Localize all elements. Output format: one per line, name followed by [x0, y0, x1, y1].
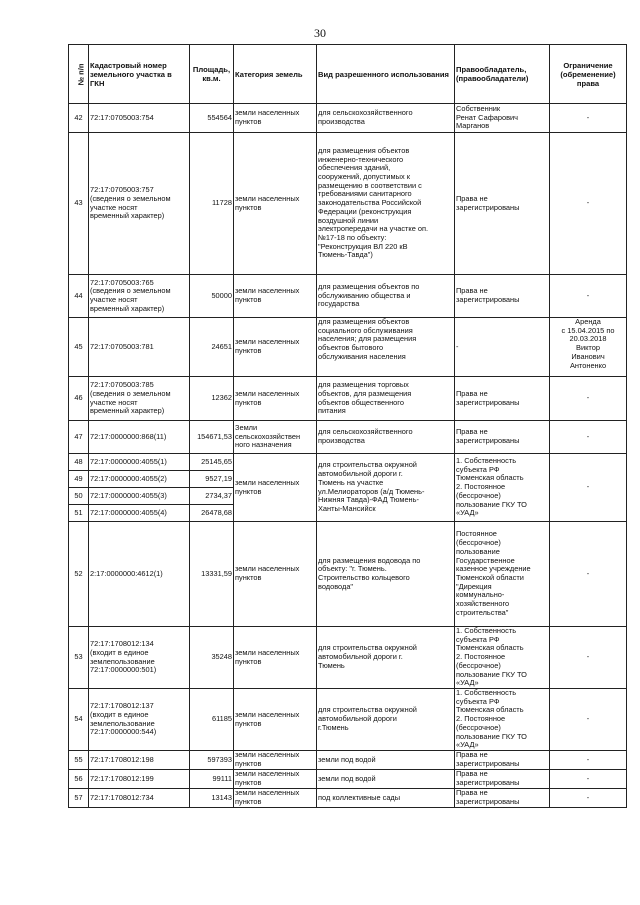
row-number: 56 — [69, 770, 89, 789]
table-row — [69, 421, 627, 454]
land-category: земли населенных пунктов — [234, 275, 317, 318]
cadastral-number: 2:17:0000000:4612(1) — [89, 522, 190, 627]
permitted-use: для сельскохозяйственного производства — [317, 104, 455, 133]
permitted-use: для строительства окружной автомобильной дороги г. Тюмень — [317, 627, 455, 689]
permitted-use: под коллективные сады — [317, 789, 455, 808]
header-number: № п/п — [69, 45, 89, 104]
area-value: 13143 — [190, 789, 234, 808]
area-value: 154671,53 — [190, 421, 234, 454]
encumbrance: - — [550, 421, 627, 454]
cadastral-number: 72:17:0000000:4055(2) — [89, 471, 190, 488]
cadastral-number: 72:17:0705003:757 (сведения о земельном участке носят временный характер) — [89, 133, 190, 275]
cadastral-number: 72:17:1708012:134 (входит в единое землепользование 72:17:0000000:501) — [89, 627, 190, 689]
table-row — [69, 318, 627, 377]
permitted-use: для размещения объектов по обслуживанию общества и государства — [317, 275, 455, 318]
encumbrance: Аренда с 15.04.2015 по 20.03.2018 Виктор Иванович Антоненко — [550, 318, 627, 377]
permitted-use: для размещения водовода по объекту: "г. Тюмень. Строительство кольцевого водовода" — [317, 522, 455, 627]
land-category: земли населенных пунктов — [234, 789, 317, 808]
land-category: земли населенных пунктов — [234, 770, 317, 789]
table-row — [69, 275, 627, 318]
cadastral-number: 72:17:1708012:734 — [89, 789, 190, 808]
encumbrance: - — [550, 627, 627, 689]
owner: Права не зарегистрированы — [455, 421, 550, 454]
owner: Права не зарегистрированы — [455, 133, 550, 275]
table-row — [69, 751, 627, 770]
land-category: земли населенных пунктов — [234, 454, 317, 522]
row-number: 46 — [69, 377, 89, 421]
land-category: земли населенных пунктов — [234, 627, 317, 689]
cadastral-number: 72:17:0705003:785 (сведения о земельном участке носят временный характер) — [89, 377, 190, 421]
table-row — [69, 770, 627, 789]
row-number: 57 — [69, 789, 89, 808]
header-owner: Правообладатель, (правообладатели) — [455, 45, 550, 104]
area-value: 597393 — [190, 751, 234, 770]
cadastral-number: 72:17:0705003:781 — [89, 318, 190, 377]
page-number: 30 — [314, 26, 326, 40]
land-category: земли населенных пунктов — [234, 133, 317, 275]
encumbrance: - — [550, 275, 627, 318]
row-number: 51 — [69, 505, 89, 522]
header-cadastral: Кадастровый номер земельного участка в ГКН — [89, 45, 190, 104]
row-number: 54 — [69, 689, 89, 751]
permitted-use: для строительства окружной автомобильной дороги г. Тюмень на участке ул.Мелиораторов (а/д Тюмень- Нижняя Тавда)-ФАД Тюмень- Ханты-Мансийск — [317, 454, 455, 522]
encumbrance: - — [550, 377, 627, 421]
area-value: 99111 — [190, 770, 234, 789]
row-number: 52 — [69, 522, 89, 627]
permitted-use: земли под водой — [317, 751, 455, 770]
row-number: 53 — [69, 627, 89, 689]
land-category: земли населенных пунктов — [234, 751, 317, 770]
cadastral-number: 72:17:1708012:137 (входит в единое землепользование 72:17:0000000:544) — [89, 689, 190, 751]
owner: Права не зарегистрированы — [455, 789, 550, 808]
cadastral-number: 72:17:0000000:4055(3) — [89, 488, 190, 505]
land-category: земли населенных пунктов — [234, 318, 317, 377]
land-category: Земли сельскохозяйствен ного назначения — [234, 421, 317, 454]
area-value: 2734,37 — [190, 488, 234, 505]
row-number: 43 — [69, 133, 89, 275]
owner: - — [455, 318, 550, 377]
area-value: 26478,68 — [190, 505, 234, 522]
land-category: земли населенных пунктов — [234, 522, 317, 627]
area-value: 25145,65 — [190, 454, 234, 471]
encumbrance: - — [550, 751, 627, 770]
encumbrance: - — [550, 770, 627, 789]
row-number: 45 — [69, 318, 89, 377]
area-value: 554564 — [190, 104, 234, 133]
area-value: 9527,19 — [190, 471, 234, 488]
area-value: 11728 — [190, 133, 234, 275]
owner: Права не зарегистрированы — [455, 770, 550, 789]
owner: Права не зарегистрированы — [455, 377, 550, 421]
land-plots-table — [68, 44, 627, 808]
row-number: 55 — [69, 751, 89, 770]
encumbrance: - — [550, 454, 627, 522]
land-category: земли населенных пунктов — [234, 104, 317, 133]
table-row — [69, 377, 627, 421]
header-area: Площадь, кв.м. — [190, 45, 234, 104]
table-row — [69, 689, 627, 751]
permitted-use: земли под водой — [317, 770, 455, 789]
header-encumbrance: Ограничение (обременение) права — [550, 45, 627, 104]
area-value: 35248 — [190, 627, 234, 689]
cadastral-number: 72:17:1708012:198 — [89, 751, 190, 770]
owner: Постоянное (бессрочное) пользование Государственное казенное учреждение Тюменской области "Дирекция коммунально- хозяйственного строительства" — [455, 522, 550, 627]
table-row — [69, 454, 627, 471]
cadastral-number: 72:17:0705003:754 — [89, 104, 190, 133]
table-row — [69, 522, 627, 627]
area-value: 24651 — [190, 318, 234, 377]
row-number: 48 — [69, 454, 89, 471]
header-category: Категория земель — [234, 45, 317, 104]
encumbrance: - — [550, 104, 627, 133]
owner: Права не зарегистрированы — [455, 751, 550, 770]
cadastral-number: 72:17:0000000:4055(4) — [89, 505, 190, 522]
permitted-use: для размещения объектов инженерно-технического обеспечения зданий, сооружений, допустимых к размещению в соответствии с требованиями санитарного законодательства Российской Федерации (реконструкция воздушной линии электропередачи на участке оп. №17-18 по объекту: "Реконструкция ВЛ 220 кВ Тюмень-Тавда") — [317, 133, 455, 275]
area-value: 50000 — [190, 275, 234, 318]
owner: 1. Собственность субъекта РФ Тюменская область 2. Постоянное (бессрочное) пользование ГКУ ТО «УАД» — [455, 454, 550, 522]
table-header-row — [69, 45, 627, 104]
row-number: 49 — [69, 471, 89, 488]
land-category: земли населенных пунктов — [234, 377, 317, 421]
row-number: 44 — [69, 275, 89, 318]
cadastral-number: 72:17:0000000:4055(1) — [89, 454, 190, 471]
header-permitted-use: Вид разрешенного использования — [317, 45, 455, 104]
owner: 1. Собственность субъекта РФ Тюменская область 2. Постоянное (бессрочное) пользование ГКУ ТО «УАД» — [455, 689, 550, 751]
owner: Собственник Ренат Сафарович Марганов — [455, 104, 550, 133]
permitted-use: для сельскохозяйственного производства — [317, 421, 455, 454]
owner: 1. Собственность субъекта РФ Тюменская область 2. Постоянное (бессрочное) пользование ГКУ ТО «УАД» — [455, 627, 550, 689]
table-row — [69, 627, 627, 689]
encumbrance: - — [550, 133, 627, 275]
encumbrance: - — [550, 789, 627, 808]
land-category: земли населенных пунктов — [234, 689, 317, 751]
area-value: 12362 — [190, 377, 234, 421]
row-number: 42 — [69, 104, 89, 133]
owner: Права не зарегистрированы — [455, 275, 550, 318]
table-row — [69, 789, 627, 808]
cadastral-number: 72:17:0705003:765 (сведения о земельном участке носят временный характер) — [89, 275, 190, 318]
permitted-use: для строительства окружной автомобильной дороги г.Тюмень — [317, 689, 455, 751]
permitted-use: для размещения объектов социального обслуживания населения; для размещения объектов бытового обслуживания населения — [317, 318, 455, 377]
row-number: 47 — [69, 421, 89, 454]
table-row — [69, 104, 627, 133]
encumbrance: - — [550, 522, 627, 627]
cadastral-number: 72:17:1708012:199 — [89, 770, 190, 789]
cadastral-number: 72:17:0000000:868(11) — [89, 421, 190, 454]
row-number: 50 — [69, 488, 89, 505]
permitted-use: для размещения торговых объектов, для размещения объектов общественного питания — [317, 377, 455, 421]
table-row — [69, 133, 627, 275]
area-value: 13331,59 — [190, 522, 234, 627]
area-value: 61185 — [190, 689, 234, 751]
encumbrance: - — [550, 689, 627, 751]
